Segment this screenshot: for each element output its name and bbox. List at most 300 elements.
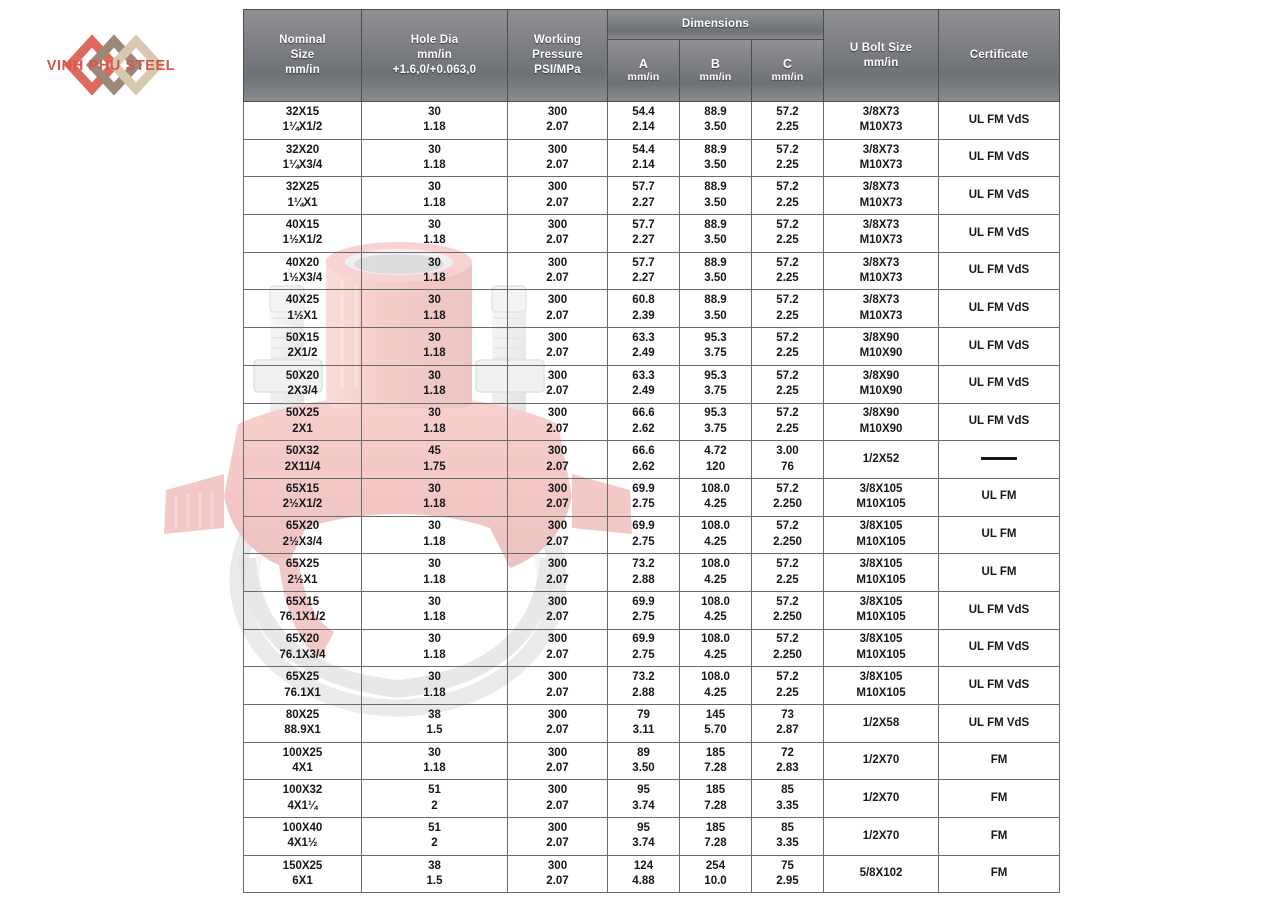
cell-dim-c-mm: 57.2 [776,595,799,608]
cell-hole-dia-mm: 30 [428,105,441,118]
cell-u-bolt-size-mm: 3/8X90 [862,407,900,420]
header-nominal-size-line2: Size [290,49,315,62]
cell-nominal-size [244,177,362,215]
cell-certificate: UL FM VdS [939,365,1060,403]
cell-dim-a [608,102,680,140]
cell-u-bolt-size [824,102,939,140]
cell-u-bolt-size-in: M10X105 [856,535,906,548]
cell-working-pressure-in: 2.07 [546,724,569,737]
cell-dim-c [752,478,824,516]
cell-hole-dia-mm: 51 [428,784,441,797]
cell-nominal-size-in: 2½X1/2 [282,498,323,511]
cell-u-bolt-size-in: M10X90 [859,347,903,360]
cell-working-pressure [508,102,608,140]
cell-dim-b [680,516,752,554]
cell-hole-dia [362,742,508,780]
cell-dim-c-mm: 57.2 [776,105,799,118]
cell-dim-a-in: 2.49 [632,347,655,360]
cell-nominal-size-in: 2X1/2 [287,347,318,360]
cell-dim-c-mm: 57.2 [776,482,799,495]
cell-dim-b [680,554,752,592]
cell-u-bolt-size-in: M10X105 [856,573,906,586]
cell-dim-b-in: 4.25 [704,573,727,586]
cell-hole-dia [362,591,508,629]
cell-working-pressure-in: 2.07 [546,498,569,511]
cell-working-pressure-in: 2.07 [546,422,569,435]
cell-nominal-size-in: 2X1 [292,422,313,435]
table-header [244,10,1060,102]
cell-hole-dia-in: 1.18 [423,272,446,285]
cell-dim-c-in: 2.25 [776,159,799,172]
no-certificate-dash-icon [981,457,1017,460]
cell-dim-b [680,328,752,366]
header-u-bolt-size-line1: U Bolt Size [849,41,913,54]
header-dimensions-group: Dimensions [608,10,824,40]
cell-hole-dia-mm: 30 [428,482,441,495]
cell-dim-a-mm: 69.9 [632,633,655,646]
cell-hole-dia [362,441,508,479]
table-row [244,667,1060,705]
cell-dim-b [680,177,752,215]
cell-certificate: UL FM VdS [939,328,1060,366]
cell-dim-a-mm: 124 [633,859,654,872]
table-row [244,516,1060,554]
cell-dim-b-mm: 108.0 [701,520,730,533]
cell-dim-a-in: 3.11 [632,724,655,737]
cell-nominal-size-in: 2X11/4 [284,460,321,473]
cell-u-bolt-size [824,252,939,290]
cell-dim-c [752,139,824,177]
cell-dim-c [752,780,824,818]
cell-dim-a [608,252,680,290]
cell-working-pressure [508,591,608,629]
cell-working-pressure-in: 2.07 [546,309,569,322]
cell-hole-dia-mm: 30 [428,143,441,156]
cell-dim-a-mm: 95 [637,821,650,834]
cell-hole-dia-mm: 45 [428,445,441,458]
cell-nominal-size-mm: 65X25 [285,558,320,571]
cell-dim-b [680,818,752,856]
cell-dim-c-mm: 57.2 [776,256,799,269]
cell-working-pressure-mm: 300 [547,369,568,382]
cell-u-bolt-size-mm: 3/8X90 [862,369,900,382]
header-dim-c-unit: mm/in [771,71,804,84]
header-dim-b-unit: mm/in [699,71,732,84]
cell-dim-c-in: 2.25 [776,309,799,322]
cell-dim-b-mm: 108.0 [701,671,730,684]
cell-dim-b-in: 3.50 [704,309,727,322]
cell-dim-a [608,705,680,743]
cell-hole-dia-in: 1.18 [423,611,446,624]
header-row-top [244,10,1060,40]
cell-dim-b-mm: 95.3 [704,369,727,382]
cell-dim-b-in: 4.25 [704,648,727,661]
cell-hole-dia [362,365,508,403]
cell-dim-c [752,102,824,140]
cell-nominal-size-mm: 32X25 [285,181,320,194]
cell-dim-c-mm: 57.2 [776,407,799,420]
cell-hole-dia [362,516,508,554]
cell-hole-dia [362,818,508,856]
cell-u-bolt-size-mm: 3/8X105 [859,633,903,646]
cell-dim-c-mm: 57.2 [776,143,799,156]
cell-nominal-size-in: 76.1X1/2 [279,611,326,624]
cell-hole-dia [362,667,508,705]
cell-dim-a-in: 2.62 [632,460,655,473]
cell-dim-c [752,441,824,479]
cell-working-pressure [508,328,608,366]
cell-dim-c-in: 2.25 [776,272,799,285]
cell-dim-c [752,554,824,592]
cell-dim-b-in: 3.50 [704,159,727,172]
cell-nominal-size-in: 88.9X1 [284,724,321,737]
cell-u-bolt-size-mm: 3/8X105 [859,520,903,533]
table-row [244,252,1060,290]
cell-working-pressure-mm: 300 [547,784,568,797]
cell-u-bolt-size [824,139,939,177]
cell-dim-a-in: 2.39 [632,309,655,322]
cell-working-pressure-in: 2.07 [546,234,569,247]
cell-hole-dia [362,139,508,177]
cell-hole-dia [362,478,508,516]
cell-certificate: UL FM VdS [939,403,1060,441]
cell-hole-dia [362,705,508,743]
cell-hole-dia-in: 1.5 [426,724,443,737]
cell-dim-a-in: 2.75 [632,611,655,624]
cell-dim-a-in: 2.88 [632,573,655,586]
cell-dim-c-in: 76 [781,460,794,473]
cell-hole-dia-in: 2 [431,799,438,812]
cell-nominal-size-mm: 40X25 [285,294,320,307]
cell-working-pressure-in: 2.07 [546,837,569,850]
cell-dim-a [608,328,680,366]
table-body [244,102,1060,893]
cell-dim-a-in: 3.50 [632,762,655,775]
cell-u-bolt-size-in: M10X73 [859,234,903,247]
cell-nominal-size-mm: 65X25 [285,671,320,684]
cell-u-bolt-size: 1/2X70 [824,742,939,780]
table-row [244,102,1060,140]
cell-dim-c [752,290,824,328]
cell-working-pressure [508,516,608,554]
cell-certificate: UL FM VdS [939,290,1060,328]
cell-dim-a [608,591,680,629]
cell-u-bolt-size-mm: 3/8X73 [862,294,900,307]
cell-dim-b [680,855,752,893]
cell-dim-a-in: 2.88 [632,686,655,699]
cell-nominal-size [244,629,362,667]
cell-nominal-size [244,328,362,366]
cell-nominal-size-mm: 65X15 [285,595,320,608]
cell-dim-c-in: 2.250 [773,535,802,548]
cell-u-bolt-size [824,667,939,705]
cell-u-bolt-size-in: M10X105 [856,686,906,699]
cell-certificate: FM [939,855,1060,893]
cell-dim-a [608,177,680,215]
cell-dim-c-in: 2.25 [776,347,799,360]
cell-dim-b-in: 5.70 [704,724,727,737]
cell-dim-a-in: 2.27 [632,234,655,247]
cell-u-bolt-size: 1/2X52 [824,441,939,479]
cell-dim-a [608,516,680,554]
cell-working-pressure-in: 2.07 [546,347,569,360]
cell-u-bolt-size [824,629,939,667]
cell-dim-b-mm: 254 [705,859,726,872]
cell-dim-c-mm: 57.2 [776,218,799,231]
cell-dim-c-mm: 85 [781,821,794,834]
cell-dim-b [680,478,752,516]
cell-certificate: UL FM VdS [939,102,1060,140]
header-u-bolt-size-line2: mm/in [863,56,899,69]
cell-hole-dia [362,102,508,140]
cell-nominal-size-mm: 100X25 [282,746,323,759]
cell-dim-c-in: 2.25 [776,196,799,209]
cell-hole-dia-mm: 30 [428,558,441,571]
cell-certificate: FM [939,780,1060,818]
cell-dim-c [752,177,824,215]
cell-nominal-size [244,705,362,743]
cell-dim-c [752,629,824,667]
cell-dim-a-mm: 66.6 [632,445,655,458]
cell-working-pressure-mm: 300 [547,105,568,118]
cell-dim-c-in: 2.25 [776,422,799,435]
cell-u-bolt-size [824,591,939,629]
cell-dim-a-mm: 66.6 [632,407,655,420]
cell-dim-b-in: 7.28 [704,799,727,812]
cell-hole-dia-mm: 38 [428,859,441,872]
cell-working-pressure [508,403,608,441]
cell-working-pressure-in: 2.07 [546,535,569,548]
cell-dim-c [752,252,824,290]
cell-dim-a-in: 2.49 [632,385,655,398]
cell-hole-dia [362,780,508,818]
cell-dim-b-mm: 88.9 [704,181,727,194]
cell-working-pressure-in: 2.07 [546,121,569,134]
cell-dim-b-mm: 88.9 [704,256,727,269]
cell-dim-b-in: 120 [705,460,726,473]
cell-dim-c-in: 2.95 [776,875,799,888]
cell-working-pressure [508,478,608,516]
cell-dim-a-mm: 69.9 [632,482,655,495]
cell-working-pressure-mm: 300 [547,143,568,156]
cell-dim-c-in: 2.25 [776,686,799,699]
cell-nominal-size [244,742,362,780]
cell-certificate: UL FM VdS [939,177,1060,215]
header-nominal-size-line3: mm/in [285,63,320,76]
cell-working-pressure [508,290,608,328]
cell-nominal-size [244,365,362,403]
cell-dim-a-mm: 60.8 [632,294,655,307]
cell-working-pressure-in: 2.07 [546,875,569,888]
cell-dim-c [752,516,824,554]
cell-dim-c-mm: 75 [781,859,794,872]
cell-working-pressure [508,705,608,743]
cell-nominal-size-in: 2X3/4 [287,385,318,398]
cell-nominal-size-in: 4X1¼ [287,799,318,812]
cell-dim-c [752,328,824,366]
cell-dim-c-in: 2.250 [773,611,802,624]
cell-hole-dia-in: 1.5 [426,875,443,888]
cell-u-bolt-size-mm: 3/8X73 [862,218,900,231]
cell-nominal-size-mm: 50X32 [285,445,320,458]
header-working-pressure [508,10,608,102]
header-dim-a-unit: mm/in [627,71,660,84]
cell-nominal-size-in: 1½X3/4 [282,272,323,285]
cell-u-bolt-size [824,290,939,328]
table-row [244,780,1060,818]
cell-hole-dia-mm: 30 [428,671,441,684]
cell-hole-dia [362,177,508,215]
cell-nominal-size-in: 1¼X1/2 [282,121,323,134]
table-row [244,290,1060,328]
table-row [244,705,1060,743]
cell-dim-c [752,818,824,856]
cell-nominal-size [244,516,362,554]
cell-u-bolt-size-in: M10X73 [859,309,903,322]
cell-u-bolt-size [824,403,939,441]
cell-dim-b [680,215,752,253]
cell-dim-b-in: 4.25 [704,611,727,624]
cell-nominal-size-mm: 80X25 [285,708,320,721]
cell-hole-dia-mm: 30 [428,331,441,344]
table-row [244,215,1060,253]
cell-dim-b-mm: 4.72 [704,445,727,458]
table-row [244,478,1060,516]
cell-nominal-size-mm: 40X20 [285,256,320,269]
header-dim-c-letter: C [782,56,793,71]
cell-working-pressure-in: 2.07 [546,611,569,624]
cell-dim-c [752,855,824,893]
cell-dim-c [752,705,824,743]
header-dim-a-letter: A [638,56,649,71]
cell-nominal-size [244,252,362,290]
cell-dim-b-mm: 88.9 [704,218,727,231]
cell-dim-a [608,365,680,403]
cell-certificate: FM [939,742,1060,780]
cell-dim-a-in: 2.27 [632,196,655,209]
cell-nominal-size-mm: 40X15 [285,218,320,231]
cell-working-pressure-in: 2.07 [546,762,569,775]
cell-working-pressure-mm: 300 [547,445,568,458]
cell-dim-c [752,403,824,441]
cell-dim-b-in: 3.75 [704,385,727,398]
cell-hole-dia-mm: 30 [428,181,441,194]
cell-nominal-size [244,215,362,253]
cell-dim-b [680,403,752,441]
cell-dim-a-in: 2.75 [632,498,655,511]
cell-dim-c-in: 2.25 [776,121,799,134]
cell-working-pressure [508,818,608,856]
cell-dim-a-mm: 57.7 [632,181,655,194]
cell-nominal-size-mm: 100X32 [282,784,323,797]
cell-hole-dia-mm: 38 [428,708,441,721]
cell-nominal-size-mm: 50X20 [285,369,320,382]
header-nominal-size [244,10,362,102]
cell-u-bolt-size [824,328,939,366]
cell-dim-b [680,705,752,743]
cell-dim-b [680,629,752,667]
cell-dim-c-in: 2.25 [776,573,799,586]
cell-dim-c [752,365,824,403]
cell-dim-b-mm: 145 [705,708,726,721]
cell-dim-a [608,554,680,592]
cell-certificate: UL FM [939,478,1060,516]
cell-dim-a-mm: 63.3 [632,331,655,344]
table-row [244,629,1060,667]
header-working-pressure-line2: Pressure [532,49,583,62]
cell-working-pressure-mm: 300 [547,218,568,231]
cell-hole-dia-in: 1.18 [423,648,446,661]
cell-dim-a-in: 2.75 [632,648,655,661]
cell-nominal-size-in: 1½X1 [287,309,318,322]
table-row [244,365,1060,403]
cell-working-pressure [508,365,608,403]
cell-u-bolt-size-in: M10X105 [856,611,906,624]
cell-working-pressure [508,667,608,705]
cell-u-bolt-size: 1/2X70 [824,780,939,818]
cell-nominal-size [244,290,362,328]
table-row [244,742,1060,780]
cell-dim-a [608,629,680,667]
cell-dim-b [680,667,752,705]
cell-dim-a-mm: 73.2 [632,558,655,571]
cell-hole-dia-mm: 30 [428,369,441,382]
cell-dim-a-mm: 89 [637,746,650,759]
cell-u-bolt-size-in: M10X73 [859,121,903,134]
cell-certificate: UL FM [939,516,1060,554]
cell-nominal-size [244,780,362,818]
header-hole-dia [362,10,508,102]
cell-working-pressure-mm: 300 [547,294,568,307]
cell-working-pressure-mm: 300 [547,821,568,834]
cell-dim-a-mm: 73.2 [632,671,655,684]
cell-working-pressure-mm: 300 [547,633,568,646]
cell-working-pressure-mm: 300 [547,407,568,420]
cell-u-bolt-size-mm: 3/8X73 [862,143,900,156]
cell-nominal-size-mm: 50X25 [285,407,320,420]
cell-working-pressure-mm: 300 [547,482,568,495]
cell-dim-c-in: 2.83 [776,762,799,775]
cell-hole-dia-mm: 30 [428,256,441,269]
cell-working-pressure [508,855,608,893]
cell-dim-b-in: 4.25 [704,498,727,511]
cell-nominal-size-mm: 65X15 [285,482,320,495]
cell-dim-c-mm: 57.2 [776,671,799,684]
cell-nominal-size [244,403,362,441]
cell-certificate: UL FM VdS [939,629,1060,667]
cell-dim-b [680,102,752,140]
table-row [244,855,1060,893]
cell-dim-c-mm: 57.2 [776,294,799,307]
table-row [244,818,1060,856]
cell-u-bolt-size-mm: 3/8X73 [862,256,900,269]
cell-dim-b-mm: 108.0 [701,633,730,646]
cell-dim-a [608,290,680,328]
cell-u-bolt-size [824,177,939,215]
cell-dim-a-mm: 54.4 [632,105,655,118]
cell-dim-a [608,818,680,856]
header-hole-dia-line2: mm/in [417,49,452,62]
cell-working-pressure-mm: 300 [547,520,568,533]
header-working-pressure-line1: Working [533,34,582,47]
cell-nominal-size-in: 1¼X3/4 [282,159,323,172]
cell-dim-a-mm: 79 [637,708,650,721]
cell-working-pressure [508,252,608,290]
cell-dim-b [680,780,752,818]
cell-dim-a-in: 2.27 [632,272,655,285]
cell-nominal-size-in: 2½X1 [287,573,318,586]
cell-dim-a-mm: 57.7 [632,218,655,231]
